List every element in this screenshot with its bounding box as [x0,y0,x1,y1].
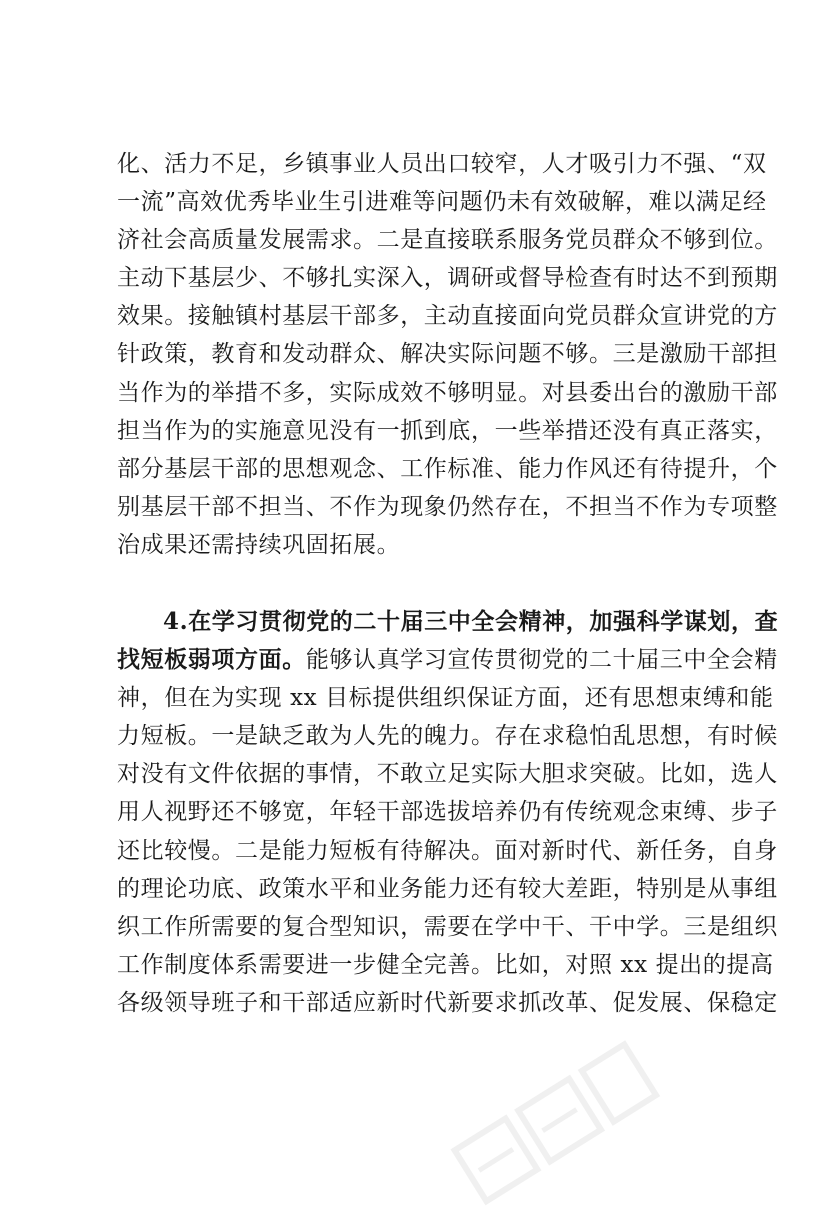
text-line-last: 治成果还需持续巩固拓展。 [117,531,401,558]
text-line: 力短板。一是缺乏敢为人先的魄力。存在求稳怕乱思想，有时候 [117,723,778,750]
text-line: 效果。接触镇村基层干部多，主动直接面向党员群众宣讲党的方 [117,303,778,330]
section-heading-end: 找短板弱项方面。 [117,646,306,674]
paragraph-section-4 [117,603,779,1022]
section-heading-line: 4.在学习贯彻党的二十届三中全会精神，加强科学谋划，查 [163,608,779,635]
text-line: 别基层干部不担当、不作为现象仍然存在，不担当不作为专项整 [117,493,778,520]
paragraph-previous-continuation [117,145,778,564]
text-line: 化、活力不足，乡镇事业人员出口较窄，人才吸引力不强、“双 [117,151,767,177]
text-line: 用人视野还不够宽，年轻干部选拔培养仍有传统观念束缚、步子 [117,799,778,826]
text-line: 对没有文件依据的事情，不敢立足实际大胆求突破。比如，选人 [117,761,778,788]
text-line: 还比较慢。二是能力短板有待解决。面对新时代、新任务，自身 [117,837,778,864]
text-line: 各级领导班子和干部适应新时代新要求抓改革、促发展、保稳定 [117,989,778,1016]
text-line [117,641,778,679]
watermark-graphic [436,1022,681,1232]
text-line: 的理论功底、政策水平和业务能力还有较大差距，特别是从事组 [117,875,778,902]
text-line: 部分基层干部的思想观念、工作标准、能力作风还有待提升，个 [117,455,778,482]
text-line: 济社会高质量发展需求。二是直接联系服务党员群众不够到位。 [117,227,778,254]
text-line: 一流”高效优秀毕业生引进难等问题仍未有效破解，难以满足经 [117,189,767,216]
text-line: 主动下基层少、不够扎实深入，调研或督导检查有时达不到预期 [117,265,778,292]
text-line: 担当作为的实施意见没有一抓到底，一些举措还没有真正落实， [117,417,778,444]
text-line: 工作制度体系需要进一步健全完善。比如，对照 xx 提出的提高 [117,951,774,978]
text-line: 织工作所需要的复合型知识，需要在学中干、干中学。三是组织 [117,913,778,940]
text-line: 针政策，教育和发动群众、解决实际问题不够。三是激励干部担 [117,341,778,368]
text-line: 当作为的举措不多，实际成效不够明显。对县委出台的激励干部 [117,379,778,406]
section-body-start: 能够认真学习宣传贯彻党的二十届三中全会精 [305,647,778,674]
text-line: 神，但在为实现 xx 目标提供组织保证方面，还有思想束缚和能 [117,685,774,712]
